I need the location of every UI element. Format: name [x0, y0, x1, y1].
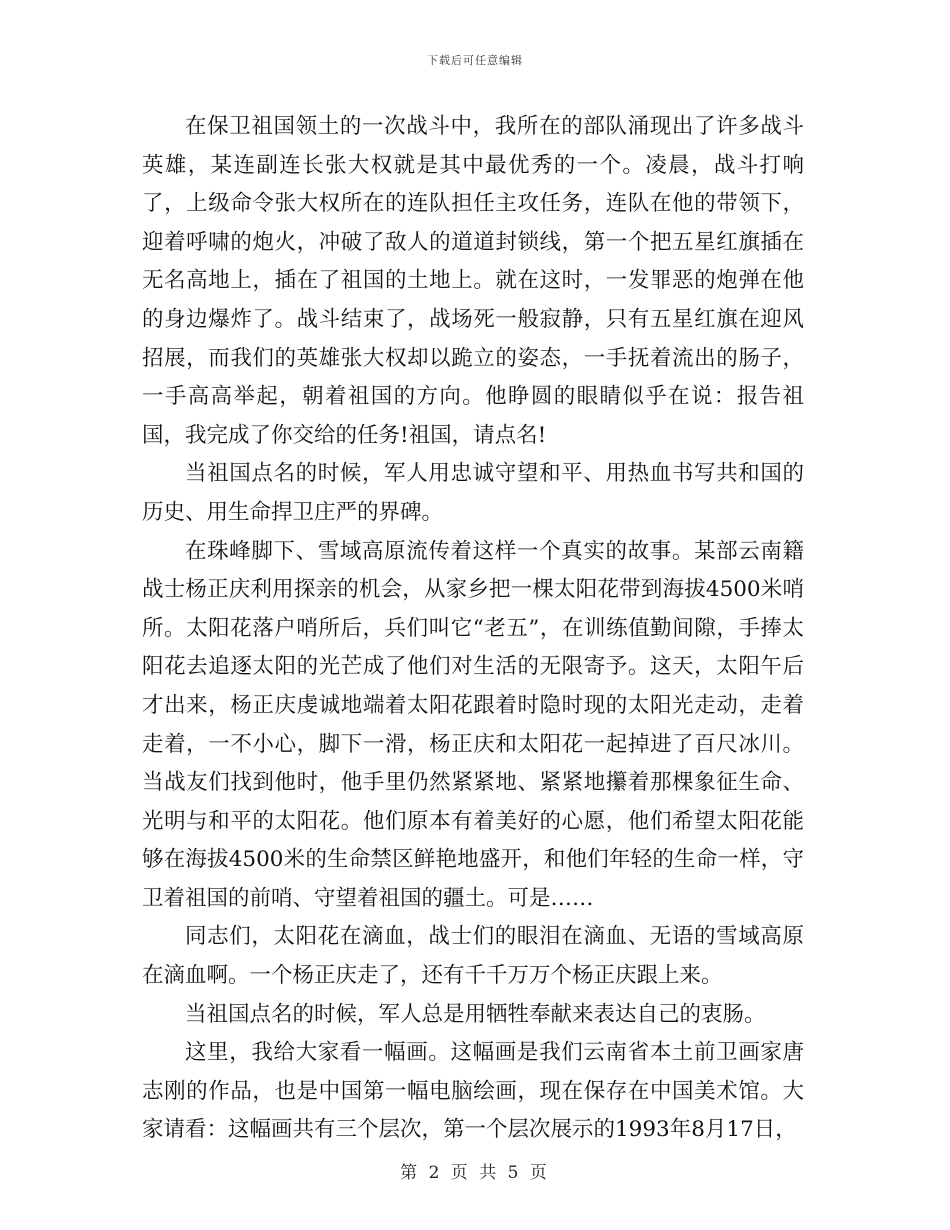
page-header: 下载后可任意编辑: [427, 54, 523, 67]
paragraph-4: 同志们，太阳花在滴血，战士们的眼泪在滴血、无语的雪域高原在滴血啊。一个杨正庆走了，还有千千万万个杨正庆跟上来。: [142, 924, 804, 989]
paragraph-3: 在珠峰脚下、雪域高原流传着这样一个真实的故事。某部云南籍战士杨正庆利用探亲的机会，从家乡把一棵太阳花带到海拔4500米哨所。太阳花落户哨所后，兵们叫它“老五”，在训练值勤间隙，手捧太阳花去追逐太阳的光芒成了他们对生活的无限寄予。这天，太阳午后才出来，杨正庆虔诚地端着太阳花跟着时隐时现的太阳光走动，走着走着，一不小心，脚下一滑，杨正庆和太阳花一起掉进了百尺冰川。当战友们找到他时，他手里仍然紧紧地、紧紧地攥着那棵象征生命、光明与和平的太阳花。他们原本有着美好的心愿，他们希望太阳花能够在海拔4500米的生命禁区鲜艳地盛开，和他们年轻的生命一样，守卫着祖国的前哨、守望着祖国的疆土。可是……: [142, 538, 804, 911]
paragraph-6: 这里，我给大家看一幅画。这幅画是我们云南省本土前卫画家唐志刚的作品，也是中国第一幅电脑绘画，现在保存在中国美术馆。大家请看：这幅画共有三个层次，第一个层次展示的1993年8月17日，: [142, 1040, 804, 1143]
document-body: [142, 108, 804, 1150]
page-footer: 第 2 页 共 5 页: [400, 1163, 550, 1183]
paragraph-1: 在保卫祖国领土的一次战斗中，我所在的部队涌现出了许多战斗英雄，某连副连长张大权就是其中最优秀的一个。凌晨，战斗打响了，上级命令张大权所在的连队担任主攻任务，连队在他的带领下，迎着呼啸的炮火，冲破了敌人的道道封锁线，第一个把五星红旗插在无名高地上，插在了祖国的土地上。就在这时，一发罪恶的炮弹在他的身边爆炸了。战斗结束了，战场死一般寂静，只有五星红旗在迎风招展，而我们的英雄张大权却以跪立的姿态，一手抚着流出的肠子，一手高高举起，朝着祖国的方向。他睁圆的眼睛似乎在说：报告祖国，我完成了你交给的任务!祖国，请点名!: [142, 114, 804, 448]
paragraph-5: 当祖国点名的时候，军人总是用牺牲奉献来表达自己的衷肠。: [185, 1001, 766, 1027]
paragraph-2: 当祖国点名的时候，军人用忠诚守望和平、用热血书写共和国的历史、用生命捍卫庄严的界碑。: [142, 461, 804, 525]
